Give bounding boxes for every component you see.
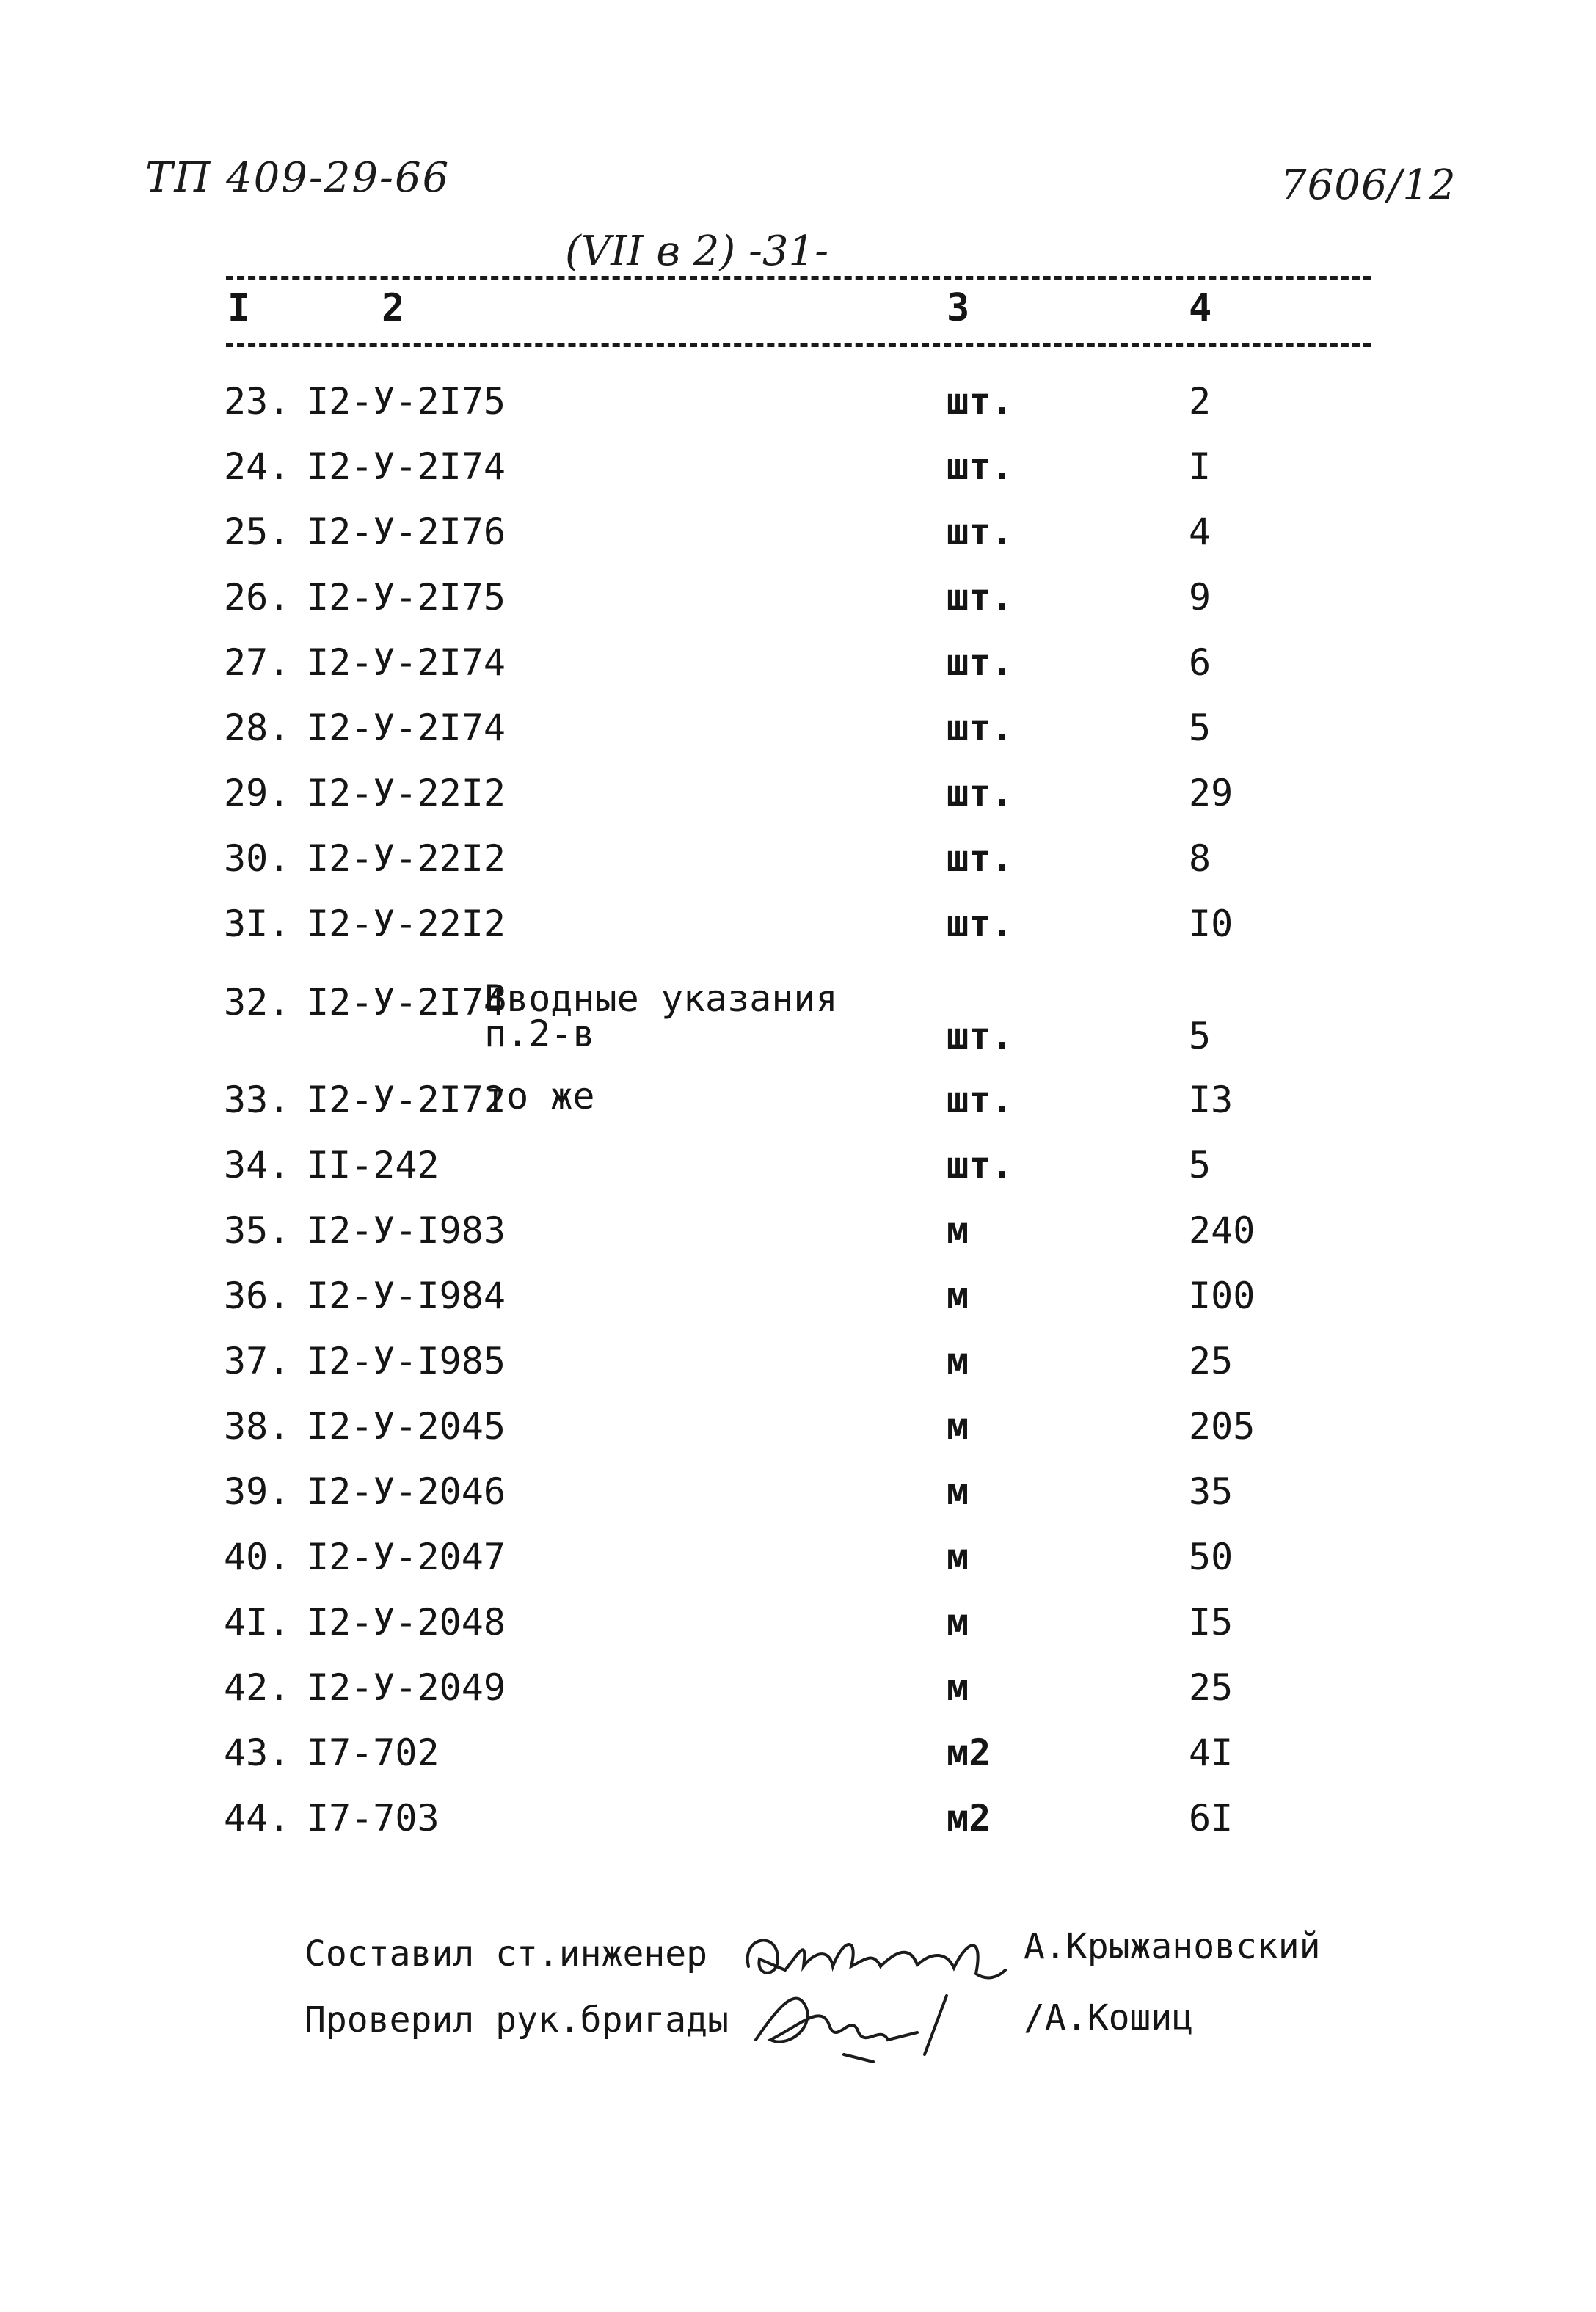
- row-number: 4I.: [224, 1601, 291, 1644]
- quantity: I00: [1189, 1274, 1256, 1317]
- table-row: [0, 1340, 1596, 1398]
- item-code: I2-У-2I75: [307, 380, 506, 423]
- row-number: 28.: [224, 707, 291, 749]
- table-row: [0, 837, 1596, 896]
- item-code: I2-У-2048: [307, 1601, 506, 1644]
- signature-checked-image: [741, 1966, 1020, 2069]
- unit-of-measure: м: [947, 1470, 969, 1513]
- table-row: [0, 1797, 1596, 1856]
- item-code: I7-702: [307, 1732, 440, 1774]
- unit-of-measure: м: [947, 1274, 969, 1317]
- column-header-1: I: [227, 286, 251, 330]
- item-code: I2-У-22I2: [307, 902, 506, 945]
- item-code: I2-У-I984: [307, 1274, 506, 1317]
- table-row: [0, 511, 1596, 569]
- document-number: 7606/12: [1280, 161, 1457, 209]
- checked-by-name: /А.Кошиц: [1024, 1997, 1194, 2038]
- row-number: 30.: [224, 837, 291, 880]
- item-note: Вводные указания п.2-в: [484, 977, 838, 1055]
- item-code: I2-У-2I74: [307, 641, 506, 684]
- unit-of-measure: м: [947, 1666, 969, 1709]
- table-row: [0, 1209, 1596, 1268]
- row-number: 25.: [224, 511, 291, 553]
- quantity: 29: [1189, 772, 1234, 814]
- column-header-2: 2: [382, 286, 405, 330]
- item-code: I2-У-2047: [307, 1536, 506, 1578]
- compiled-by-name: А.Крыжановский: [1024, 1926, 1321, 1967]
- unit-of-measure: м2: [947, 1732, 991, 1774]
- quantity: 5: [1189, 1015, 1211, 1057]
- unit-of-measure: м2: [947, 1797, 991, 1839]
- item-code: I2-У-I985: [307, 1340, 506, 1382]
- quantity: 5: [1189, 1144, 1211, 1186]
- quantity: 8: [1189, 837, 1211, 880]
- table-row: [0, 380, 1596, 439]
- unit-of-measure: шт.: [947, 837, 1013, 880]
- table-row: [0, 1470, 1596, 1529]
- item-code: I2-У-2049: [307, 1666, 506, 1709]
- item-code: I2-У-2I74: [307, 707, 506, 749]
- row-number: 42.: [224, 1666, 291, 1709]
- compiled-by-label: Составил ст.инженер: [305, 1933, 708, 1974]
- row-number: 43.: [224, 1732, 291, 1774]
- unit-of-measure: м: [947, 1209, 969, 1252]
- row-number: 24.: [224, 445, 291, 488]
- table-header-rule: [226, 343, 1371, 347]
- quantity: 9: [1189, 576, 1211, 619]
- row-number: 32.: [224, 981, 291, 1024]
- item-code: I2-У-2046: [307, 1470, 506, 1513]
- table-row: [0, 902, 1596, 961]
- unit-of-measure: шт.: [947, 1015, 1013, 1057]
- unit-of-measure: шт.: [947, 445, 1013, 488]
- unit-of-measure: шт.: [947, 1079, 1013, 1121]
- quantity: 4: [1189, 511, 1211, 553]
- item-code: I2-У-2I72: [307, 1079, 506, 1121]
- row-number: 38.: [224, 1405, 291, 1448]
- unit-of-measure: шт.: [947, 511, 1013, 553]
- table-row: [0, 641, 1596, 700]
- row-number: 33.: [224, 1079, 291, 1121]
- item-code: II-242: [307, 1144, 440, 1186]
- table-row: [0, 1144, 1596, 1203]
- quantity: 50: [1189, 1536, 1234, 1578]
- quantity: 5: [1189, 707, 1211, 749]
- unit-of-measure: шт.: [947, 902, 1013, 945]
- row-number: 44.: [224, 1797, 291, 1839]
- row-number: 3I.: [224, 902, 291, 945]
- item-code: I2-У-2I75: [307, 576, 506, 619]
- table-row: [0, 445, 1596, 504]
- table-row: [0, 1075, 1596, 1137]
- unit-of-measure: шт.: [947, 707, 1013, 749]
- quantity: 6: [1189, 641, 1211, 684]
- table-row: [0, 1732, 1596, 1790]
- quantity: 4I: [1189, 1732, 1234, 1774]
- unit-of-measure: шт.: [947, 772, 1013, 814]
- row-number: 27.: [224, 641, 291, 684]
- unit-of-measure: м: [947, 1601, 969, 1644]
- unit-of-measure: шт.: [947, 1144, 1013, 1186]
- item-code: I7-703: [307, 1797, 440, 1839]
- document-code: ТП 409-29-66: [145, 154, 451, 202]
- row-number: 36.: [224, 1274, 291, 1317]
- page-number: (VII в 2) -31-: [565, 227, 829, 275]
- unit-of-measure: м: [947, 1536, 969, 1578]
- row-number: 35.: [224, 1209, 291, 1252]
- item-note: то же: [484, 1075, 595, 1117]
- unit-of-measure: шт.: [947, 576, 1013, 619]
- quantity: I5: [1189, 1601, 1234, 1644]
- quantity: I: [1189, 445, 1211, 488]
- table-row: [0, 576, 1596, 635]
- item-code: I2-У-2I76: [307, 511, 506, 553]
- item-code: I2-У-22I2: [307, 772, 506, 814]
- unit-of-measure: м: [947, 1405, 969, 1448]
- quantity: 25: [1189, 1340, 1234, 1382]
- table-row: [0, 977, 1596, 1057]
- row-number: 39.: [224, 1470, 291, 1513]
- unit-of-measure: шт.: [947, 641, 1013, 684]
- item-code: I2-У-2I74: [307, 981, 506, 1024]
- row-number: 40.: [224, 1536, 291, 1578]
- table-row: [0, 1601, 1596, 1660]
- table-row: [0, 1405, 1596, 1464]
- unit-of-measure: м: [947, 1340, 969, 1382]
- quantity: I3: [1189, 1079, 1234, 1121]
- row-number: 23.: [224, 380, 291, 423]
- table-row: [0, 772, 1596, 831]
- table-row: [0, 1666, 1596, 1725]
- quantity: 6I: [1189, 1797, 1234, 1839]
- table-top-rule: [226, 276, 1371, 280]
- quantity: 35: [1189, 1470, 1234, 1513]
- table-row: [0, 707, 1596, 765]
- item-code: I2-У-22I2: [307, 837, 506, 880]
- row-number: 29.: [224, 772, 291, 814]
- item-code: I2-У-2045: [307, 1405, 506, 1448]
- table-row: [0, 1536, 1596, 1594]
- quantity: 240: [1189, 1209, 1256, 1252]
- row-number: 26.: [224, 576, 291, 619]
- item-code: I2-У-I983: [307, 1209, 506, 1252]
- table-row: [0, 1274, 1596, 1333]
- quantity: 25: [1189, 1666, 1234, 1709]
- quantity: I0: [1189, 902, 1234, 945]
- unit-of-measure: шт.: [947, 380, 1013, 423]
- row-number: 37.: [224, 1340, 291, 1382]
- item-code: I2-У-2I74: [307, 445, 506, 488]
- row-number: 34.: [224, 1144, 291, 1186]
- quantity: 205: [1189, 1405, 1256, 1448]
- column-header-4: 4: [1189, 286, 1212, 330]
- column-header-3: 3: [947, 286, 970, 330]
- quantity: 2: [1189, 380, 1211, 423]
- checked-by-label: Проверил рук.бригады: [305, 1999, 729, 2041]
